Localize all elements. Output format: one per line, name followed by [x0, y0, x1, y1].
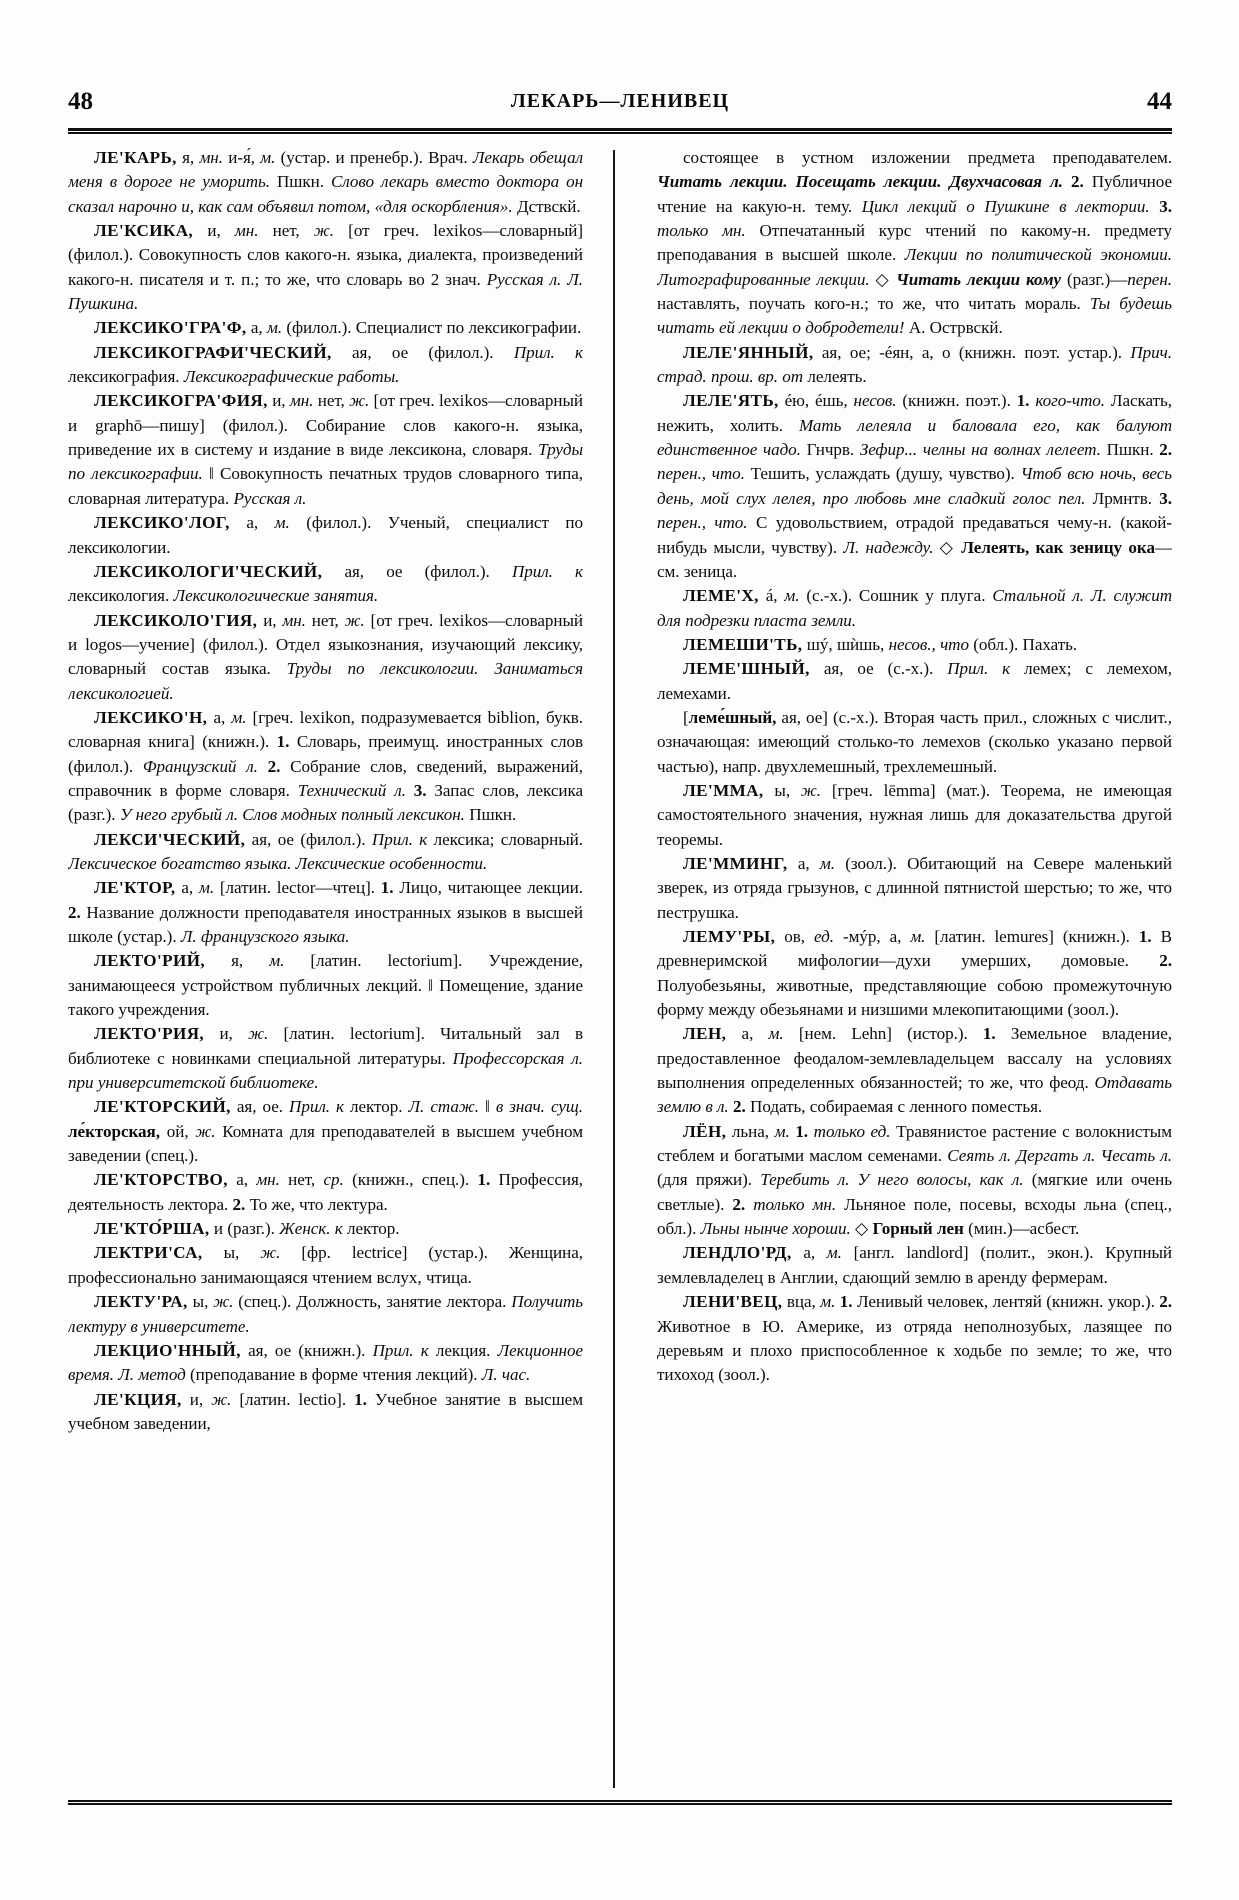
dictionary-entry: ЛЕКСИКО'ЛОГ, а, м. (филол.). Ученый, специалист по лексикологии. [68, 513, 583, 557]
column-divider [613, 150, 615, 1788]
dictionary-entry: ЛЕКСИКО'Н, а, м. [греч. lexikon, подразумевается biblion, букв. словарная книга] (книжн.). 1. Словарь, преимущ. иностранных слов (филол.). Французский л. 2. Собрание слов, сведений, выражений, справочник в форме словаря. Технический л. 3. Запас слов, лексика (разг.). У него грубый л. Слов модных полный лексикон. Пшкн. [68, 707, 583, 825]
dictionary-entry: ЛЕНДЛО'РД, а, м. [англ. landlord] (полит., экон.). Крупный землевладелец в Англии, сдающий землю в аренду фермерам. [657, 1243, 1172, 1287]
column-right [657, 146, 1172, 1791]
dictionary-entry: ЛЕМЕ'Х, á, м. (с.-х.). Сошник у плуга. Стальной л. Л. служит для подрезки пласта земли. [657, 586, 1172, 630]
dictionary-entry: ЛЕ'КСИКА, и, мн. нет, ж. [от греч. lexikos—словарный] (филол.). Совокупность слов какого-н. языка, диалекта, произведений какого-н. писателя и т. п.; то же, что словарь во 2 знач. Русская л. Л. Пушкина. [68, 221, 583, 314]
dictionary-entry: ЛЕКТО'РИЙ, я, м. [латин. lectorium]. Учреждение, занимающееся устройством публичных лекций. ‖ Помещение, здание такого учреждения. [68, 951, 583, 1020]
dictionary-entry: ЛЕКЦИО'ННЫЙ, ая, ое (книжн.). Прил. к лекция. Лекционное время. Л. метод (преподавание в форме чтения лекций). Л. час. [68, 1340, 583, 1385]
dictionary-entry: ЛЕМУ'РЫ, ов, ед. -мýр, а, м. [латин. lemures] (книжн.). 1. В древнеримской мифологии—духи умерших, домовые. 2. Полуобезьяны, животные, представляющие собою промежуточную форму между обезьянами и низшими млекопитающими (зоол.). [657, 927, 1172, 1020]
dictionary-entry: ЛЕ'КТОРСТВО, а, мн. нет, ср. (книжн., спец.). 1. Профессия, деятельность лектора. 2. То же, что лектура. [68, 1170, 583, 1214]
dictionary-entry: ЛЕ'КАРЬ, я, мн. и-я́, м. (устар. и пренебр.). Врач. Лекарь обещал меня в дороге не уморить. Пшкн. Слово лекарь вместо доктора он сказал нарочно и, как сам объявил потом, «для оскорбления». Дствскй. [68, 148, 583, 216]
dictionary-entry: ЛЕКСИКОЛОГИ'ЧЕСКИЙ, ая, ое (филол.). Прил. к лексикология. Лексикологические занятия. [68, 561, 583, 606]
dictionary-entry: ЛЕКСИКОГРА'ФИЯ, и, мн. нет, ж. [от греч. lexikos—словарный и graphō—пишу] (филол.). Собирание слов какого-н. языка, приведение их в систему и издание в виде лексикона, словаря. Труды по лексикографии. ‖ Совокупность печатных трудов словарного типа, словарная литература. Русская л. [68, 391, 583, 508]
dictionary-entry: ЛЕ'ММИНГ, а, м. (зоол.). Обитающий на Севере маленький зверек, из отряда грызунов, с длинной пятнистой шерстью; то же, что пеструшка. [657, 853, 1172, 922]
dictionary-entry: ЛЕКСИКО'ГРА'Ф, а, м. (филол.). Специалист по лексикографии. [94, 318, 582, 338]
dictionary-entry: [леме́шный, ая, ое] (с.-х.). Вторая часть прил., сложных с числит., означающая: имеющий столько-то лемехов (сколько указано первой частью), напр. двухлемешный, трехлемешный. [657, 707, 1172, 776]
dictionary-entry: ЛЕКТО'РИЯ, и, ж. [латин. lectorium]. Читальный зал в библиотеке с новинками специальной литературы. Профессорская л. при университетской библиотеке. [68, 1024, 583, 1093]
dictionary-entry: ЛЕЛЕ'ЯТЬ, éю, éшь, несов. (книжн. поэт.). 1. кого-что. Ласкать, нежить, холить. Мать лелеяла и баловала его, как балуют единственное чадо. Гнчрв. Зефир... челны на волнах лелеет. Пшкн. 2. перен., что. Тешить, услаждать (душу, чувство). Чтоб всю ночь, весь день, мой слух лелея, про любовь мне сладкий голос пел. Лрмнтв. 3. перен., что. С удовольствием, отрадой предаваться чему-н. (какой-нибудь мысли, чувству). Л. надежду. ◇ Лелеять, как зеницу ока—см. зеница. [657, 391, 1172, 581]
header-rule [68, 128, 1172, 134]
dictionary-entry: ЛЕ'ММА, ы, ж. [греч. lēmma] (мат.). Теорема, не имеющая самостоятельного значения, нужная лишь для доказательства другой теоремы. [657, 780, 1172, 849]
dictionary-entry: ЛЕ'КЦИЯ, и, ж. [латин. lectio]. 1. Учебное занятие в высшем учебном заведении, [68, 1389, 583, 1433]
dictionary-entry: ЛЕНИ'ВЕЦ, вца, м. 1. Ленивый человек, лентяй (книжн. укор.). 2. Животное в Ю. Америке, из отряда неполнозубых, лазящее по деревьям и плохо приспособленное к ходьбе по земле; то же, что тихоход (зоол.). [657, 1292, 1172, 1385]
dictionary-entry: ЛЁН, льна, м. 1. только ед. Травянистое растение с волокнистым стеблем и богатыми маслом семенами. Сеять л. Дергать л. Чесать л. (для пряжи). Теребить л. У него волосы, как л. (мягкие или очень светлые). 2. только мн. Льняное поле, посевы, всходы льна (спец., обл.). Льны нынче хороши. ◇ Горный лен (мин.)—асбест. [657, 1121, 1172, 1239]
dictionary-entry: ЛЕКТРИ'СА, ы, ж. [фр. lectrice] (устар.). Женщина, профессионально занимающаяся чтением вслух, чтица. [68, 1243, 583, 1287]
page-title: ЛЕКАРЬ—ЛЕНИВЕЦ [510, 90, 730, 112]
dictionary-entry: ЛЕКСИКОЛО'ГИЯ, и, мн. нет, ж. [от греч. lexikos—словарный и logos—учение] (филол.). Отдел языкознания, изучающий лексику, словарный состав языка. Труды по лексикологии. Заниматься лексикологией. [68, 610, 583, 703]
dictionary-entry: ЛЕН, а, м. [нем. Lehn] (истор.). 1. Земельное владение, предоставленное феодалом-землевладельцем вассалу на условиях выполнения определенных обязанностей; то же, что феод. Отдавать землю в л. 2. Подать, собираемая с ленного поместья. [657, 1024, 1172, 1117]
dictionary-entry: ЛЕМЕШИ'ТЬ, шý, шѝшь, несов., что (обл.). Пахать. [683, 634, 1078, 654]
folio-right: 44 [1147, 88, 1172, 115]
column-left [68, 146, 583, 1791]
running-head [68, 88, 1172, 122]
dictionary-entry: состоящее в устном изложении предмета преподавателем. Читать лекции. Посещать лекции. Двухчасовая л. 2. Публичное чтение на какую-н. тему. Цикл лекций о Пушкине в лектории. 3. только мн. Отпечатанный курс чтений по какому-н. предмету преподавания в высшей школе. Лекции по политической экономии. Литографированные лекции. ◇ Читать лекции кому (разг.)—перен. наставлять, поучать кого-н.; то же, что читать мораль. Ты будешь читать ей лекции о добродетели! А. Острвскй. [657, 148, 1172, 338]
dictionary-entry: ЛЕ'КТОР, а, м. [латин. lector—чтец]. 1. Лицо, читающее лекции. 2. Название должности преподавателя иностранных языков в высшей школе (устар.). Л. французского языка. [68, 878, 583, 946]
footer-rule [68, 1800, 1172, 1805]
dictionary-entry: ЛЕ'КТО́РША, и (разг.). Женск. к лектор. [94, 1219, 400, 1239]
dictionary-entry: ЛЕМЕ'ШНЫЙ, ая, ое (с.-х.). Прил. к лемех; с лемехом, лемехами. [657, 659, 1172, 703]
dictionary-entry: ЛЕКТУ'РА, ы, ж. (спец.). Должность, занятие лектора. Получить лектуру в университете. [68, 1292, 583, 1336]
folio-left: 48 [68, 88, 93, 115]
dictionary-entry: ЛЕКСИ'ЧЕСКИЙ, ая, ое (филол.). Прил. к лексика; словарный. Лексическое богатство языка. Лексические особенности. [68, 829, 583, 873]
text-body [68, 146, 1172, 1791]
dictionary-entry: ЛЕ'КТОРСКИЙ, ая, ое. Прил. к лектор. Л. стаж. ‖ в знач. сущ. ле́кторская, ой, ж. Комната для преподавателей в высшем учебном заведении (спец.). [68, 1097, 583, 1166]
dictionary-entry: ЛЕЛЕ'ЯННЫЙ, ая, ое; -éян, а, о (книжн. поэт. устар.). Прич. страд. прош. вр. от лелеять. [657, 342, 1172, 387]
dictionary-entry: ЛЕКСИКОГРАФИ'ЧЕСКИЙ, ая, ое (филол.). Прил. к лексикография. Лексикографические работы. [68, 342, 583, 387]
